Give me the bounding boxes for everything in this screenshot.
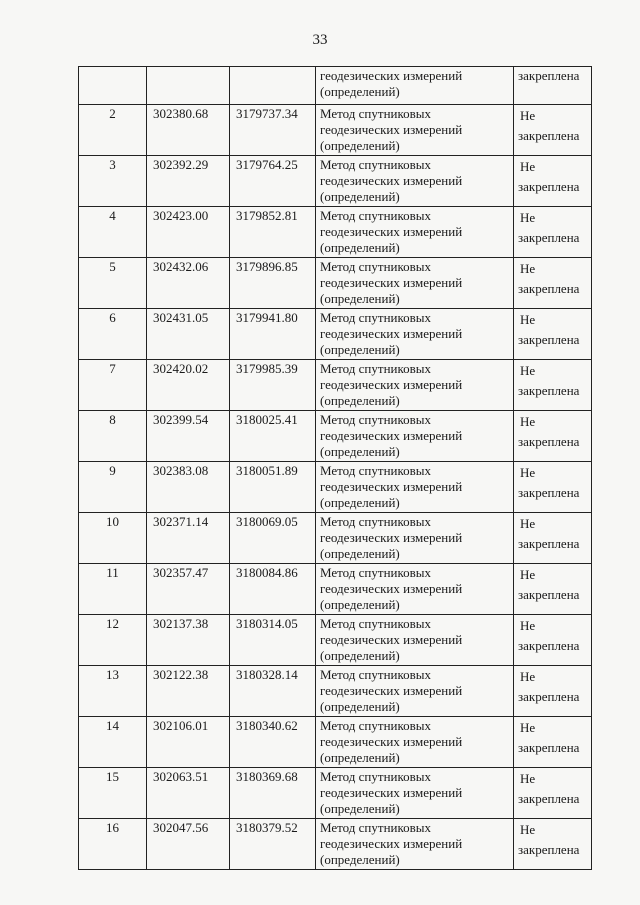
y-coordinate-cell: 3180340.62: [230, 717, 316, 768]
table-row: [79, 768, 592, 819]
x-coordinate-cell: 302137.38: [147, 615, 230, 666]
method-line: Метод спутниковых: [320, 565, 432, 580]
method-line: Метод спутниковых: [320, 157, 432, 172]
method-line: геодезических измерений: [320, 68, 463, 83]
fixation-line: закреплена: [518, 383, 580, 398]
table-row: [79, 717, 592, 768]
y-coordinate-cell: 3180069.05: [230, 513, 316, 564]
table-row: [79, 156, 592, 207]
y-coordinate-cell: 3180328.14: [230, 666, 316, 717]
y-coordinate-cell: 3180084.86: [230, 564, 316, 615]
method-cell: [316, 768, 514, 819]
y-coordinate-cell: 3180379.52: [230, 819, 316, 870]
fixation-cell: [514, 819, 592, 870]
fixation-line: Не: [520, 261, 536, 276]
method-line: геодезических измерений: [320, 581, 463, 596]
method-line: Метод спутниковых: [320, 616, 432, 631]
y-coordinate-cell: 3180051.89: [230, 462, 316, 513]
fixation-cell: [514, 615, 592, 666]
point-number-cell: 11: [79, 564, 147, 615]
y-coordinate-cell: 3180314.05: [230, 615, 316, 666]
x-coordinate-cell: 302423.00: [147, 207, 230, 258]
table-row: [79, 67, 592, 105]
method-line: геодезических измерений: [320, 632, 463, 647]
y-coordinate-cell: 3179737.34: [230, 105, 316, 156]
fixation-line: Не: [520, 108, 536, 123]
fixation-cell: [514, 156, 592, 207]
fixation-cell: [514, 717, 592, 768]
method-line: (определений): [320, 189, 400, 204]
y-coordinate-cell: 3179941.80: [230, 309, 316, 360]
fixation-line: Не: [520, 567, 536, 582]
method-line: (определений): [320, 648, 400, 663]
method-line: (определений): [320, 393, 400, 408]
method-line: (определений): [320, 495, 400, 510]
method-cell: [316, 666, 514, 717]
table-row: [79, 564, 592, 615]
method-line: Метод спутниковых: [320, 514, 432, 529]
point-number-cell: 13: [79, 666, 147, 717]
point-number-cell: 9: [79, 462, 147, 513]
fixation-line: закреплена: [518, 689, 580, 704]
method-line: Метод спутниковых: [320, 667, 432, 682]
fixation-line: Не: [520, 516, 536, 531]
fixation-line: закреплена: [518, 68, 580, 83]
fixation-line: Не: [520, 312, 536, 327]
fixation-line: закреплена: [518, 842, 580, 857]
method-line: Метод спутниковых: [320, 820, 432, 835]
method-cell: [316, 207, 514, 258]
y-coordinate-cell: 3179896.85: [230, 258, 316, 309]
y-coordinate-cell: 3180369.68: [230, 768, 316, 819]
fixation-line: Не: [520, 363, 536, 378]
fixation-cell: [514, 207, 592, 258]
x-coordinate-cell: 302432.06: [147, 258, 230, 309]
fixation-line: Не: [520, 210, 536, 225]
x-coordinate-cell: [147, 67, 230, 105]
method-line: геодезических измерений: [320, 428, 463, 443]
y-coordinate-cell: [230, 67, 316, 105]
x-coordinate-cell: 302371.14: [147, 513, 230, 564]
fixation-cell: [514, 564, 592, 615]
fixation-cell: [514, 309, 592, 360]
y-coordinate-cell: 3179764.25: [230, 156, 316, 207]
point-number-cell: 2: [79, 105, 147, 156]
point-number-cell: 16: [79, 819, 147, 870]
method-line: геодезических измерений: [320, 173, 463, 188]
table-row: [79, 666, 592, 717]
point-number-cell: 12: [79, 615, 147, 666]
point-number-cell: 3: [79, 156, 147, 207]
table-row: [79, 360, 592, 411]
table-row: [79, 105, 592, 156]
method-cell: [316, 411, 514, 462]
method-line: (определений): [320, 546, 400, 561]
method-line: геодезических измерений: [320, 275, 463, 290]
fixation-cell: [514, 105, 592, 156]
method-line: (определений): [320, 84, 400, 99]
fixation-line: закреплена: [518, 791, 580, 806]
fixation-line: Не: [520, 822, 536, 837]
method-line: геодезических измерений: [320, 377, 463, 392]
x-coordinate-cell: 302063.51: [147, 768, 230, 819]
method-line: Метод спутниковых: [320, 718, 432, 733]
method-line: (определений): [320, 342, 400, 357]
method-cell: [316, 360, 514, 411]
x-coordinate-cell: 302122.38: [147, 666, 230, 717]
x-coordinate-cell: 302420.02: [147, 360, 230, 411]
table-row: [79, 615, 592, 666]
x-coordinate-cell: 302383.08: [147, 462, 230, 513]
method-cell: [316, 615, 514, 666]
fixation-line: закреплена: [518, 740, 580, 755]
x-coordinate-cell: 302431.05: [147, 309, 230, 360]
method-line: геодезических измерений: [320, 326, 463, 341]
fixation-line: закреплена: [518, 485, 580, 500]
y-coordinate-cell: 3179852.81: [230, 207, 316, 258]
method-line: (определений): [320, 750, 400, 765]
fixation-line: Не: [520, 720, 536, 735]
point-number-cell: 15: [79, 768, 147, 819]
page-number: 33: [312, 32, 328, 48]
method-cell: [316, 513, 514, 564]
fixation-line: закреплена: [518, 332, 580, 347]
point-number-cell: 10: [79, 513, 147, 564]
fixation-cell: [514, 768, 592, 819]
point-number-cell: 5: [79, 258, 147, 309]
method-line: Метод спутниковых: [320, 412, 432, 427]
fixation-line: Не: [520, 771, 536, 786]
fixation-line: закреплена: [518, 128, 580, 143]
point-number-cell: 8: [79, 411, 147, 462]
x-coordinate-cell: 302047.56: [147, 819, 230, 870]
method-line: (определений): [320, 699, 400, 714]
fixation-line: Не: [520, 159, 536, 174]
y-coordinate-cell: 3179985.39: [230, 360, 316, 411]
method-cell: [316, 462, 514, 513]
fixation-line: закреплена: [518, 638, 580, 653]
method-line: Метод спутниковых: [320, 463, 432, 478]
fixation-line: Не: [520, 465, 536, 480]
fixation-line: закреплена: [518, 434, 580, 449]
method-line: Метод спутниковых: [320, 208, 432, 223]
fixation-line: закреплена: [518, 536, 580, 551]
method-cell: [316, 156, 514, 207]
table-row: [79, 513, 592, 564]
method-line: геодезических измерений: [320, 479, 463, 494]
method-line: (определений): [320, 138, 400, 153]
method-line: (определений): [320, 801, 400, 816]
method-line: Метод спутниковых: [320, 361, 432, 376]
method-line: Метод спутниковых: [320, 106, 432, 121]
table-row: [79, 258, 592, 309]
fixation-cell: [514, 462, 592, 513]
method-cell: [316, 67, 514, 105]
method-line: Метод спутниковых: [320, 259, 432, 274]
point-number-cell: 6: [79, 309, 147, 360]
point-number-cell: [79, 67, 147, 105]
fixation-cell: [514, 67, 592, 105]
method-cell: [316, 105, 514, 156]
point-number-cell: 14: [79, 717, 147, 768]
method-cell: [316, 564, 514, 615]
x-coordinate-cell: 302106.01: [147, 717, 230, 768]
fixation-line: закреплена: [518, 587, 580, 602]
fixation-line: Не: [520, 414, 536, 429]
fixation-line: Не: [520, 618, 536, 633]
table-row: [79, 462, 592, 513]
point-number-cell: 7: [79, 360, 147, 411]
x-coordinate-cell: 302392.29: [147, 156, 230, 207]
method-line: геодезических измерений: [320, 785, 463, 800]
fixation-line: закреплена: [518, 281, 580, 296]
fixation-line: Не: [520, 669, 536, 684]
x-coordinate-cell: 302357.47: [147, 564, 230, 615]
method-line: геодезических измерений: [320, 530, 463, 545]
table-row: [79, 411, 592, 462]
method-line: (определений): [320, 444, 400, 459]
method-cell: [316, 258, 514, 309]
coordinates-table: [78, 66, 592, 870]
fixation-cell: [514, 666, 592, 717]
fixation-cell: [514, 258, 592, 309]
method-line: геодезических измерений: [320, 122, 463, 137]
method-line: Метод спутниковых: [320, 310, 432, 325]
method-line: геодезических измерений: [320, 224, 463, 239]
fixation-line: закреплена: [518, 230, 580, 245]
table-row: [79, 309, 592, 360]
x-coordinate-cell: 302399.54: [147, 411, 230, 462]
method-line: (определений): [320, 291, 400, 306]
method-cell: [316, 819, 514, 870]
fixation-cell: [514, 513, 592, 564]
method-cell: [316, 717, 514, 768]
table-row: [79, 207, 592, 258]
method-line: (определений): [320, 852, 400, 867]
method-line: геодезических измерений: [320, 836, 463, 851]
fixation-line: закреплена: [518, 179, 580, 194]
fixation-cell: [514, 360, 592, 411]
method-line: (определений): [320, 597, 400, 612]
method-line: Метод спутниковых: [320, 769, 432, 784]
method-cell: [316, 309, 514, 360]
method-line: (определений): [320, 240, 400, 255]
point-number-cell: 4: [79, 207, 147, 258]
x-coordinate-cell: 302380.68: [147, 105, 230, 156]
table-row: [79, 819, 592, 870]
method-line: геодезических измерений: [320, 683, 463, 698]
fixation-cell: [514, 411, 592, 462]
y-coordinate-cell: 3180025.41: [230, 411, 316, 462]
method-line: геодезических измерений: [320, 734, 463, 749]
